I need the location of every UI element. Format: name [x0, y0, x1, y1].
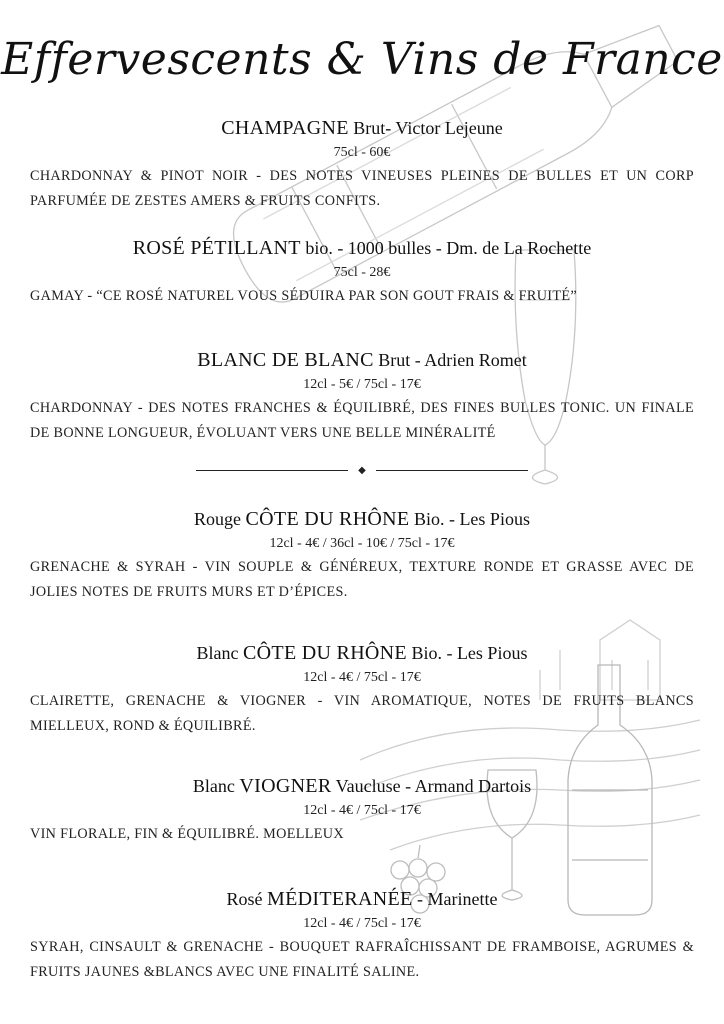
wine-name: [30, 348, 694, 372]
divider-rule-left: [196, 470, 348, 471]
wine-description: CHARDONNAY & PINOT NOIR - DES NOTES VINEUSES PLEINES DE BULLES ET UN CORP PARFUMÉE DE ZESTES AMERS & FRUITS CONFITS.: [30, 168, 694, 209]
wine-item-rose-petillant: [30, 236, 694, 309]
wine-description: SYRAH, CINSAULT & GRENACHE - BOUQUET RAFRAÎCHISSANT DE FRAMBOISE, AGRUMES & FRUITS JAUNES &BLANCS AVEC UNE FINALITÉ SALINE.: [30, 939, 694, 980]
wine-name-part: MÉDITERANÉE: [267, 888, 413, 910]
wine-name-part: Blanc: [192, 776, 240, 796]
diamond-icon: ◆: [358, 464, 366, 476]
wine-item-rose-mediteranee: [30, 887, 694, 985]
wine-name: [30, 116, 694, 140]
wine-name-part: CÔTE DU RHÔNE: [245, 508, 410, 530]
section-divider: [0, 460, 724, 480]
wine-description: GAMAY - “CE ROSÉ NATUREL VOUS SÉDUIRA PAR SON GOUT FRAIS & FRUITÉ”: [30, 288, 578, 304]
wine-name-part: VIOGNER: [239, 775, 332, 797]
wine-item-blanc-de-blanc: [30, 348, 694, 446]
wine-item-blanc-cote-du-rhone: [30, 641, 694, 739]
wine-price: 75cl - 60€: [333, 145, 391, 160]
wine-description: VIN FLORALE, FIN & ÉQUILIBRÉ. MOELLEUX: [30, 826, 344, 842]
wine-item-blanc-viognier: [30, 774, 694, 847]
divider-rule-right: [376, 470, 528, 471]
wine-name: [30, 236, 694, 260]
wine-name: [30, 774, 694, 798]
wine-name-part: Rouge: [194, 509, 246, 529]
wine-name-part: Bio. - Les Pious: [406, 643, 528, 663]
wine-price: 12cl - 4€ / 75cl - 17€: [303, 803, 421, 818]
wine-name-part: Rosé: [226, 889, 268, 909]
wine-description: CHARDONNAY - DES NOTES FRANCHES & ÉQUILIBRÉ, DES FINES BULLES TONIC. UN FINALE DE BONNE LONGUEUR, ÉVOLUANT VERS UNE BELLE MINÉRALITÉ: [30, 400, 694, 441]
wine-price: 12cl - 4€ / 36cl - 10€ / 75cl - 17€: [269, 536, 455, 551]
wine-item-rouge-cote-du-rhone: [30, 507, 694, 605]
menu-title: Effervescents & Vins de France: [1, 34, 723, 85]
wine-name-part: ROSÉ PÉTILLANT: [132, 237, 301, 259]
wine-item-champagne: [30, 116, 694, 214]
wine-name-part: Brut- Victor Lejeune: [348, 118, 503, 138]
wine-description: CLAIRETTE, GRENACHE & VIOGNER - VIN AROMATIQUE, NOTES DE FRUITS BLANCS MIELLEUX, ROND & ÉQUILIBRÉ.: [30, 693, 694, 734]
wine-name: [30, 641, 694, 665]
wine-name: [30, 887, 694, 911]
wine-name-part: CÔTE DU RHÔNE: [243, 642, 407, 664]
wine-name-part: BLANC DE BLANC: [197, 349, 374, 371]
wine-name-part: Bio. - Les Pious: [409, 509, 530, 529]
wine-name-part: Vaucluse - Armand Dartois: [331, 776, 532, 796]
wine-name-part: - Marinette: [412, 889, 498, 909]
wine-price: 75cl - 28€: [333, 265, 391, 280]
wine-name-part: CHAMPAGNE: [221, 117, 349, 139]
wine-description: GRENACHE & SYRAH - VIN SOUPLE & GÉNÉREUX, TEXTURE RONDE ET GRASSE AVEC DE JOLIES NOTES DE FRUITS MURS ET D’ÉPICES.: [30, 559, 694, 600]
wine-name-part: bio. - 1000 bulles - Dm. de La Rochette: [300, 238, 592, 258]
wine-price: 12cl - 5€ / 75cl - 17€: [303, 377, 421, 392]
wine-name-part: Brut - Adrien Romet: [373, 350, 527, 370]
wine-name: [30, 507, 694, 531]
wine-price: 12cl - 4€ / 75cl - 17€: [303, 670, 421, 685]
wine-price: 12cl - 4€ / 75cl - 17€: [303, 916, 421, 931]
wine-name-part: Blanc: [196, 643, 244, 663]
